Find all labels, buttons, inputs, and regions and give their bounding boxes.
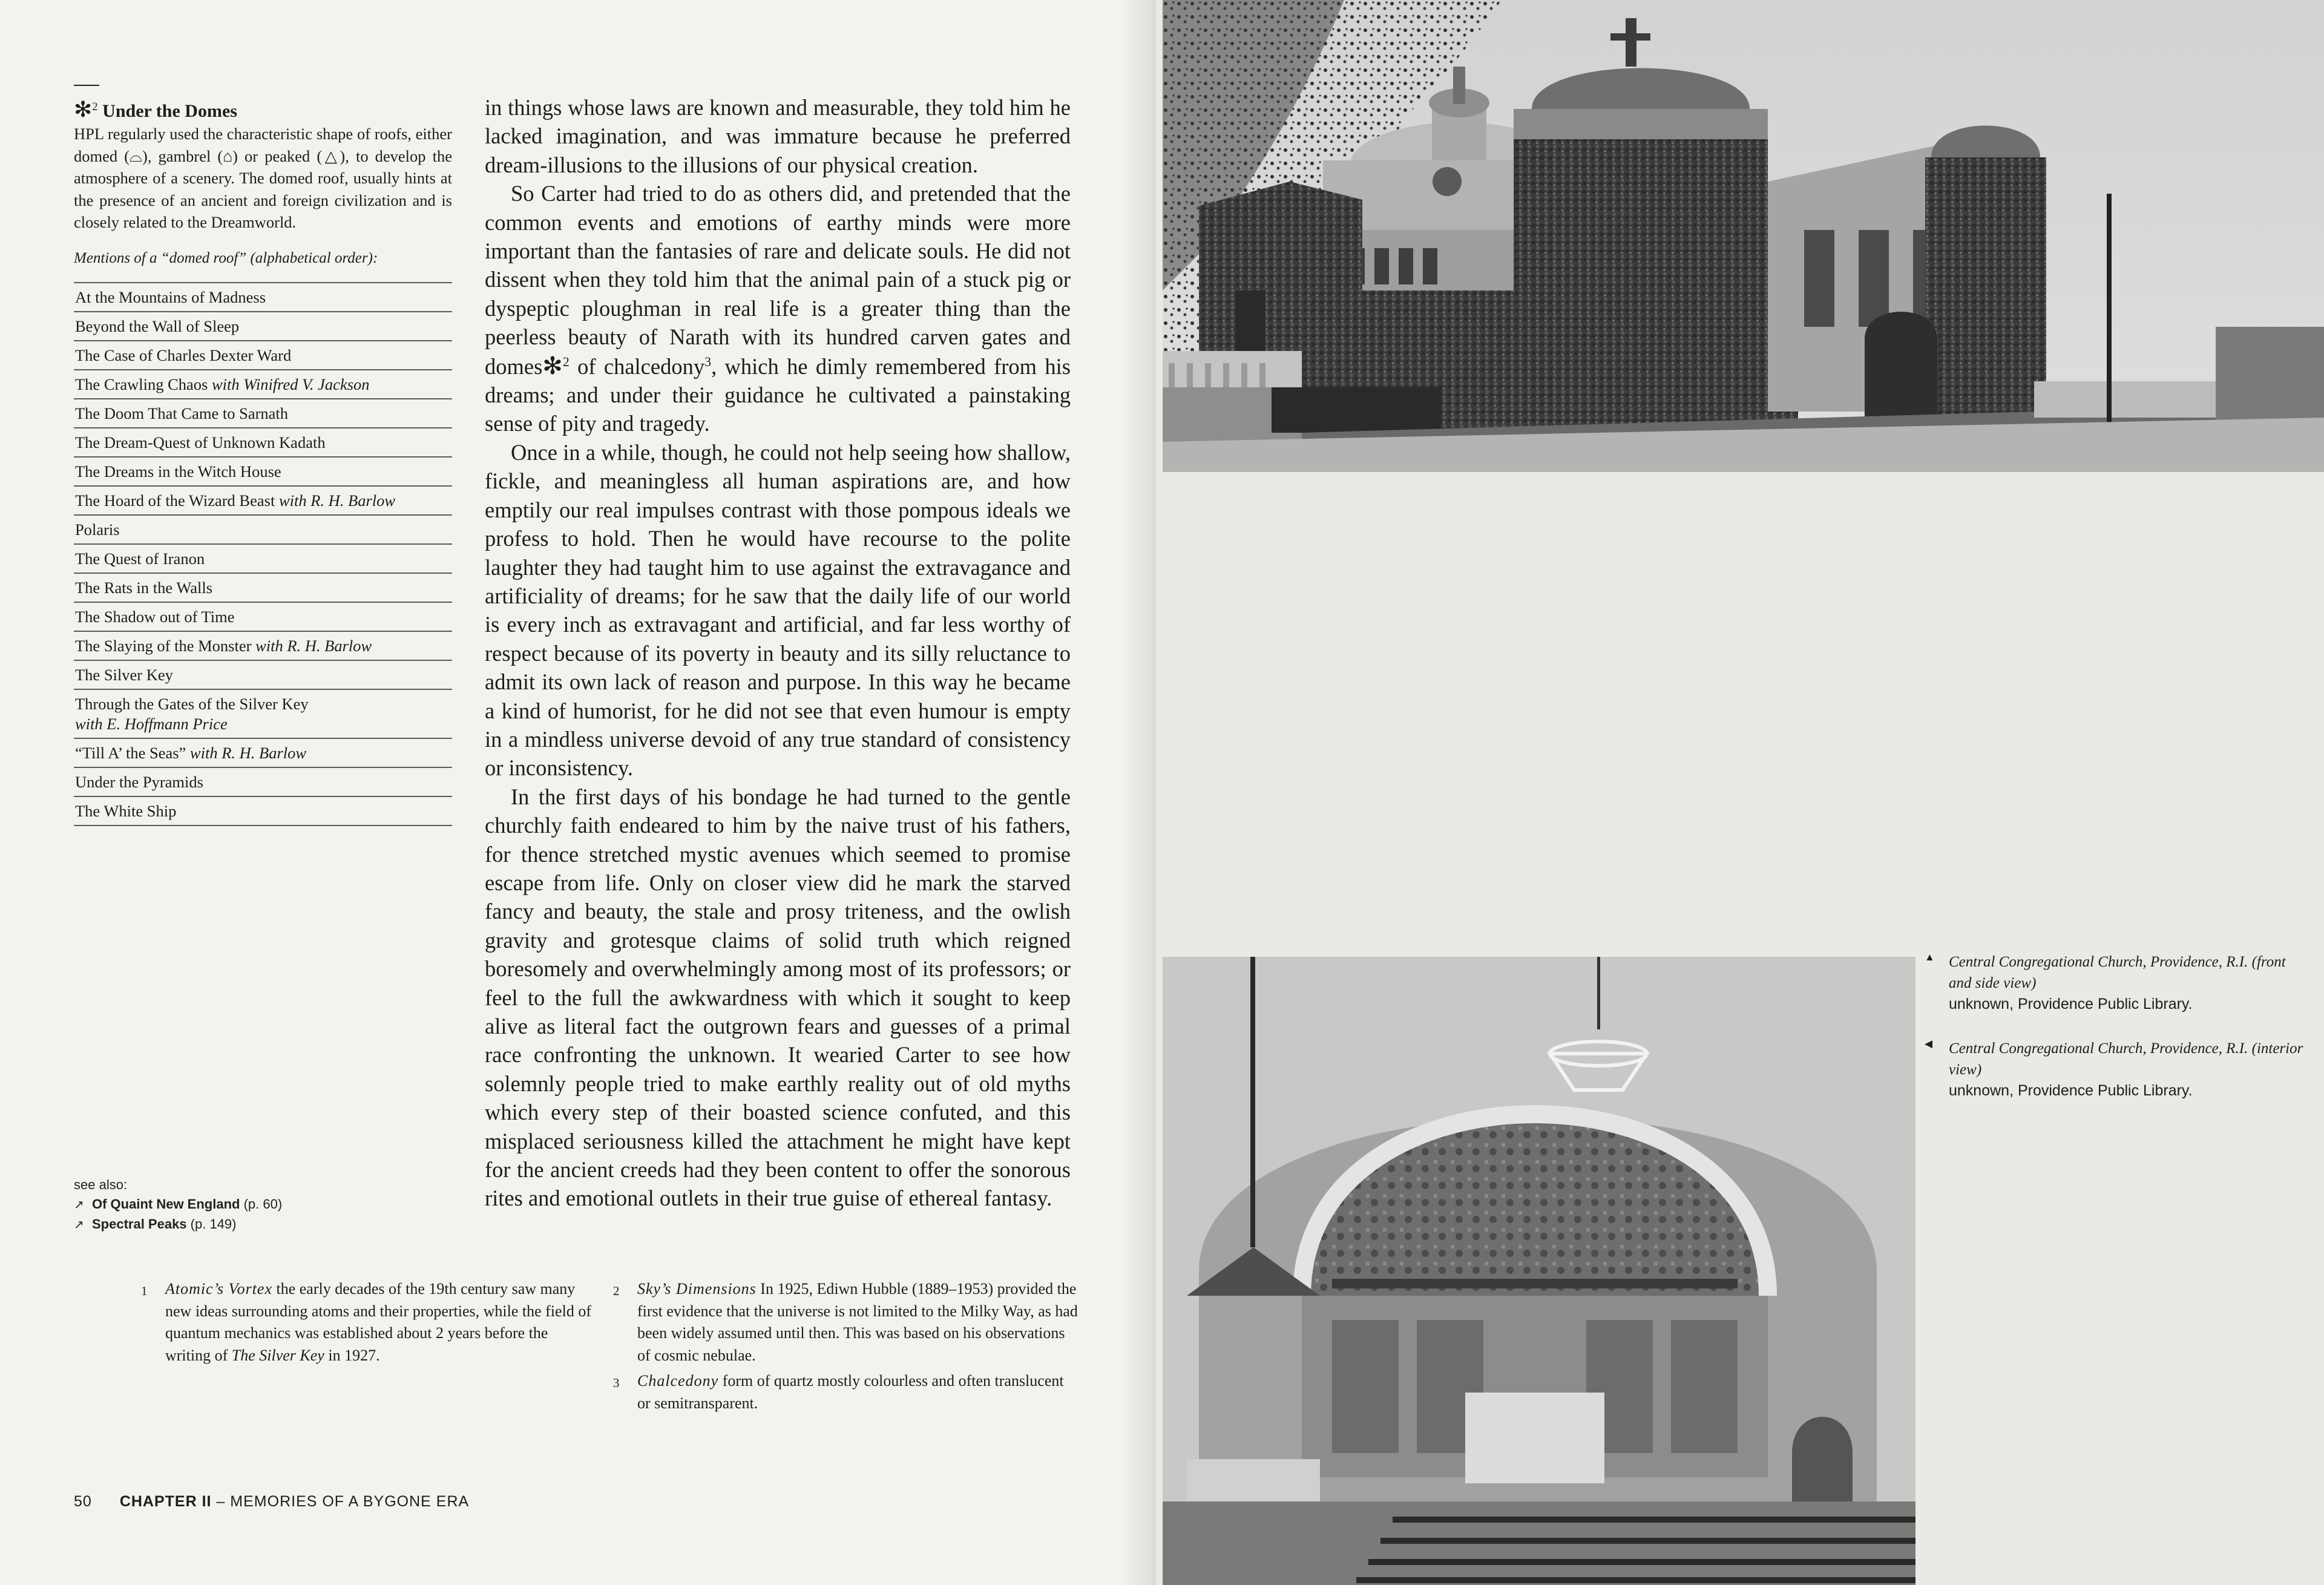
caption-exterior: [1925, 951, 2312, 1015]
asterism-icon: ✻: [74, 97, 93, 122]
footnote-number: 3: [613, 1375, 620, 1390]
paragraph: In the first days of his bondage he had turned to the gentle churchly faith endeared to him by the naive trust of his fathers, for thence stretched mystic avenues which seemed to promise escape from life. Only on closer view did he mark the starved fancy and beauty, the stale and prosy triteness, and the owlish gravity and grotesque claims of solid truth which reigned boresomely and overwhelmingly among most of its professors; or feel to the full the awkwardness with which it sought to keep alive as literal fact the outgrown fears and guesses of a primal race confronting the unknown. It wearied Carter to see how solemnly people tried to make earthly reality out of old myths which every step of their boasted science confuted, and this misplaced seriousness killed the attachment he might have kept for the ancient creeds had they been content to offer the sonorous rites and emotional outlets in their true guise of ethereal fantasy.: [485, 784, 1071, 1211]
sidebar-title: [74, 96, 452, 123]
story-list-item: The Doom That Came to Sarnath: [74, 399, 452, 428]
caption-interior: [1925, 1038, 2312, 1101]
story-list-item: The Dreams in the Witch House: [74, 458, 452, 487]
story-list-item: The Slaying of the Monster with R. H. Barlow: [74, 632, 452, 661]
sidebar-note: [74, 85, 452, 826]
left-page: [0, 0, 1156, 1585]
co-author: with Winifred V. Jackson: [211, 375, 370, 393]
see-also-link[interactable]: ↗ Of Quaint New England (p. 60): [74, 1195, 282, 1215]
footnotes-column: [613, 1278, 1079, 1414]
arrow-up-right-icon: ↗: [74, 1218, 84, 1232]
footnote-number: 2: [613, 1284, 620, 1298]
story-list-item: Under the Pyramids: [74, 768, 452, 797]
story-list-item: Beyond the Wall of Sleep: [74, 312, 452, 341]
sidebar-body: HPL regularly used the characteristic shape of roofs, either domed (⌓), gambrel (⌂) or peaked (△), to develop the atmosphere of a scenery. The domed roof, usually hints at the presence of an ancient and foreign civilization and is closely related to the Dreamworld.: [74, 125, 452, 231]
story-list-item: The Hoard of the Wizard Beast with R. H. Barlow: [74, 487, 452, 516]
triangle-up-icon: ▲: [1925, 951, 1935, 963]
caption-credit: unknown, Providence Public Library.: [1949, 1082, 2193, 1099]
footnote-title: Atomic’s Vortex: [165, 1280, 272, 1298]
note-ref[interactable]: 2: [562, 353, 570, 369]
note-number: 2: [92, 100, 98, 113]
photo-captions: [1925, 951, 2312, 1124]
footnote-title: Chalcedony: [637, 1371, 719, 1390]
mentions-label: Mentions of a “domed roof” (alphabetical order):: [74, 249, 378, 266]
paragraph: Once in a while, though, he could not help seeing how shallow, fickle, and meaningless all human aspirations are, and how emptily our real impulses contrast with those pompous ideals we profess to hold. Then he would have recourse to the polite laughter they had taught him to use against the extravagance and artificiality of dreams; for he saw that the daily life of our world is every inch as extravagant and artificial, and far less worthy of respect because of its poverty in beauty and its silly reluctance to admit its own lack of reason and purpose. In this way he became a kind of humorist, for he did not see that even humour is empty in a mindless universe devoid of any true standard of consistency or inconsistency.: [485, 439, 1071, 781]
chapter-title: – MEMORIES OF A BYGONE ERA: [211, 1493, 470, 1510]
story-list-item: The White Ship: [74, 797, 452, 826]
story-list-item: Polaris: [74, 516, 452, 545]
story-list-item: The Crawling Chaos with Winifred V. Jackson: [74, 370, 452, 399]
caption-credit: unknown, Providence Public Library.: [1949, 996, 2193, 1012]
triangle-left-icon: ◀: [1925, 1038, 1933, 1049]
footnote-title: Sky’s Dimensions: [637, 1280, 757, 1298]
page-footer: [74, 1493, 469, 1511]
chapter-label: CHAPTER II: [119, 1493, 212, 1510]
footnote-ref[interactable]: 3: [704, 353, 712, 369]
co-author: with E. Hoffmann Price: [75, 714, 228, 733]
main-text: [485, 93, 1071, 1213]
story-list-item: The Dream-Quest of Unknown Kadath: [74, 428, 452, 458]
see-also: [74, 1175, 282, 1235]
story-list-item: The Quest of Iranon: [74, 545, 452, 574]
story-list-item: The Case of Charles Dexter Ward: [74, 341, 452, 370]
caption-title: Central Congregational Church, Providence, R.I. (interior view): [1949, 1040, 2303, 1078]
story-list-item: The Shadow out of Time: [74, 603, 452, 632]
footnote-2: 2 Sky’s Dimensions In 1925, Ediwn Hubble (1889–1953) provided the first evidence that the universe is not limited to the Milky Way, as had been widely assumed until then. This was based on his observations of cosmic nebulae.: [613, 1278, 1079, 1367]
church-exterior-photo: [1163, 0, 2324, 942]
asterism-icon: ✻: [542, 352, 563, 379]
paragraph: in things whose laws are known and measurable, they told him he lacked imagination, and was immature because he preferred dream-illusions to the illusions of our physical creation.: [485, 95, 1071, 177]
story-list-item: At the Mountains of Madness: [74, 283, 452, 312]
story-list-item: Through the Gates of the Silver Key with E. Hoffmann Price: [74, 690, 452, 739]
co-author: with R. H. Barlow: [255, 636, 372, 655]
story-list-item: The Silver Key: [74, 661, 452, 690]
footnote-3: 3 Chalcedony form of quartz mostly colourless and often translucent or semitransparent.: [613, 1370, 1079, 1414]
co-author: with R. H. Barlow: [278, 491, 396, 510]
paragraph: So Carter had tried to do as others did, and pretended that the common events and emotions of earthy minds were more important than the fantasies of rare and delicate souls. He did not dissent when they told him that the animal pain of a stuck pig or dyspeptic ploughman in real life is a greater thing than the peerless beauty of Narath with its hundred carven gates and domes✻$^2$ of chalcedony$^3$, which he dimly remembered from his dreams; and under their guidance he cultivated a painstaking sense of pity and tragedy.: [485, 181, 1071, 436]
story-list: [74, 282, 452, 826]
arrow-up-right-icon: ↗: [74, 1198, 84, 1212]
sidebar-rule: [74, 85, 99, 86]
footnote-1: 1 Atomic’s Vortex the early decades of the 19th century saw many new ideas surrounding atoms and their properties, while the field of quantum mechanics was established about 2 years before the writing of The Silver Key in 1927.: [141, 1278, 592, 1367]
sidebar-title-text: Under the Domes: [102, 101, 237, 121]
see-also-link[interactable]: ↗ Spectral Peaks (p. 149): [74, 1215, 282, 1235]
see-also-label: see also:: [74, 1177, 128, 1192]
page-number: 50: [74, 1493, 92, 1510]
co-author: with R. H. Barlow: [189, 743, 307, 762]
story-list-item: The Rats in the Walls: [74, 574, 452, 603]
story-list-item: “Till A’ the Seas” with R. H. Barlow: [74, 739, 452, 768]
caption-title: Central Congregational Church, Providence, R.I. (front and side view): [1949, 954, 2286, 991]
footnote-number: 1: [141, 1284, 148, 1298]
church-interior-photo: [1163, 957, 1915, 1585]
